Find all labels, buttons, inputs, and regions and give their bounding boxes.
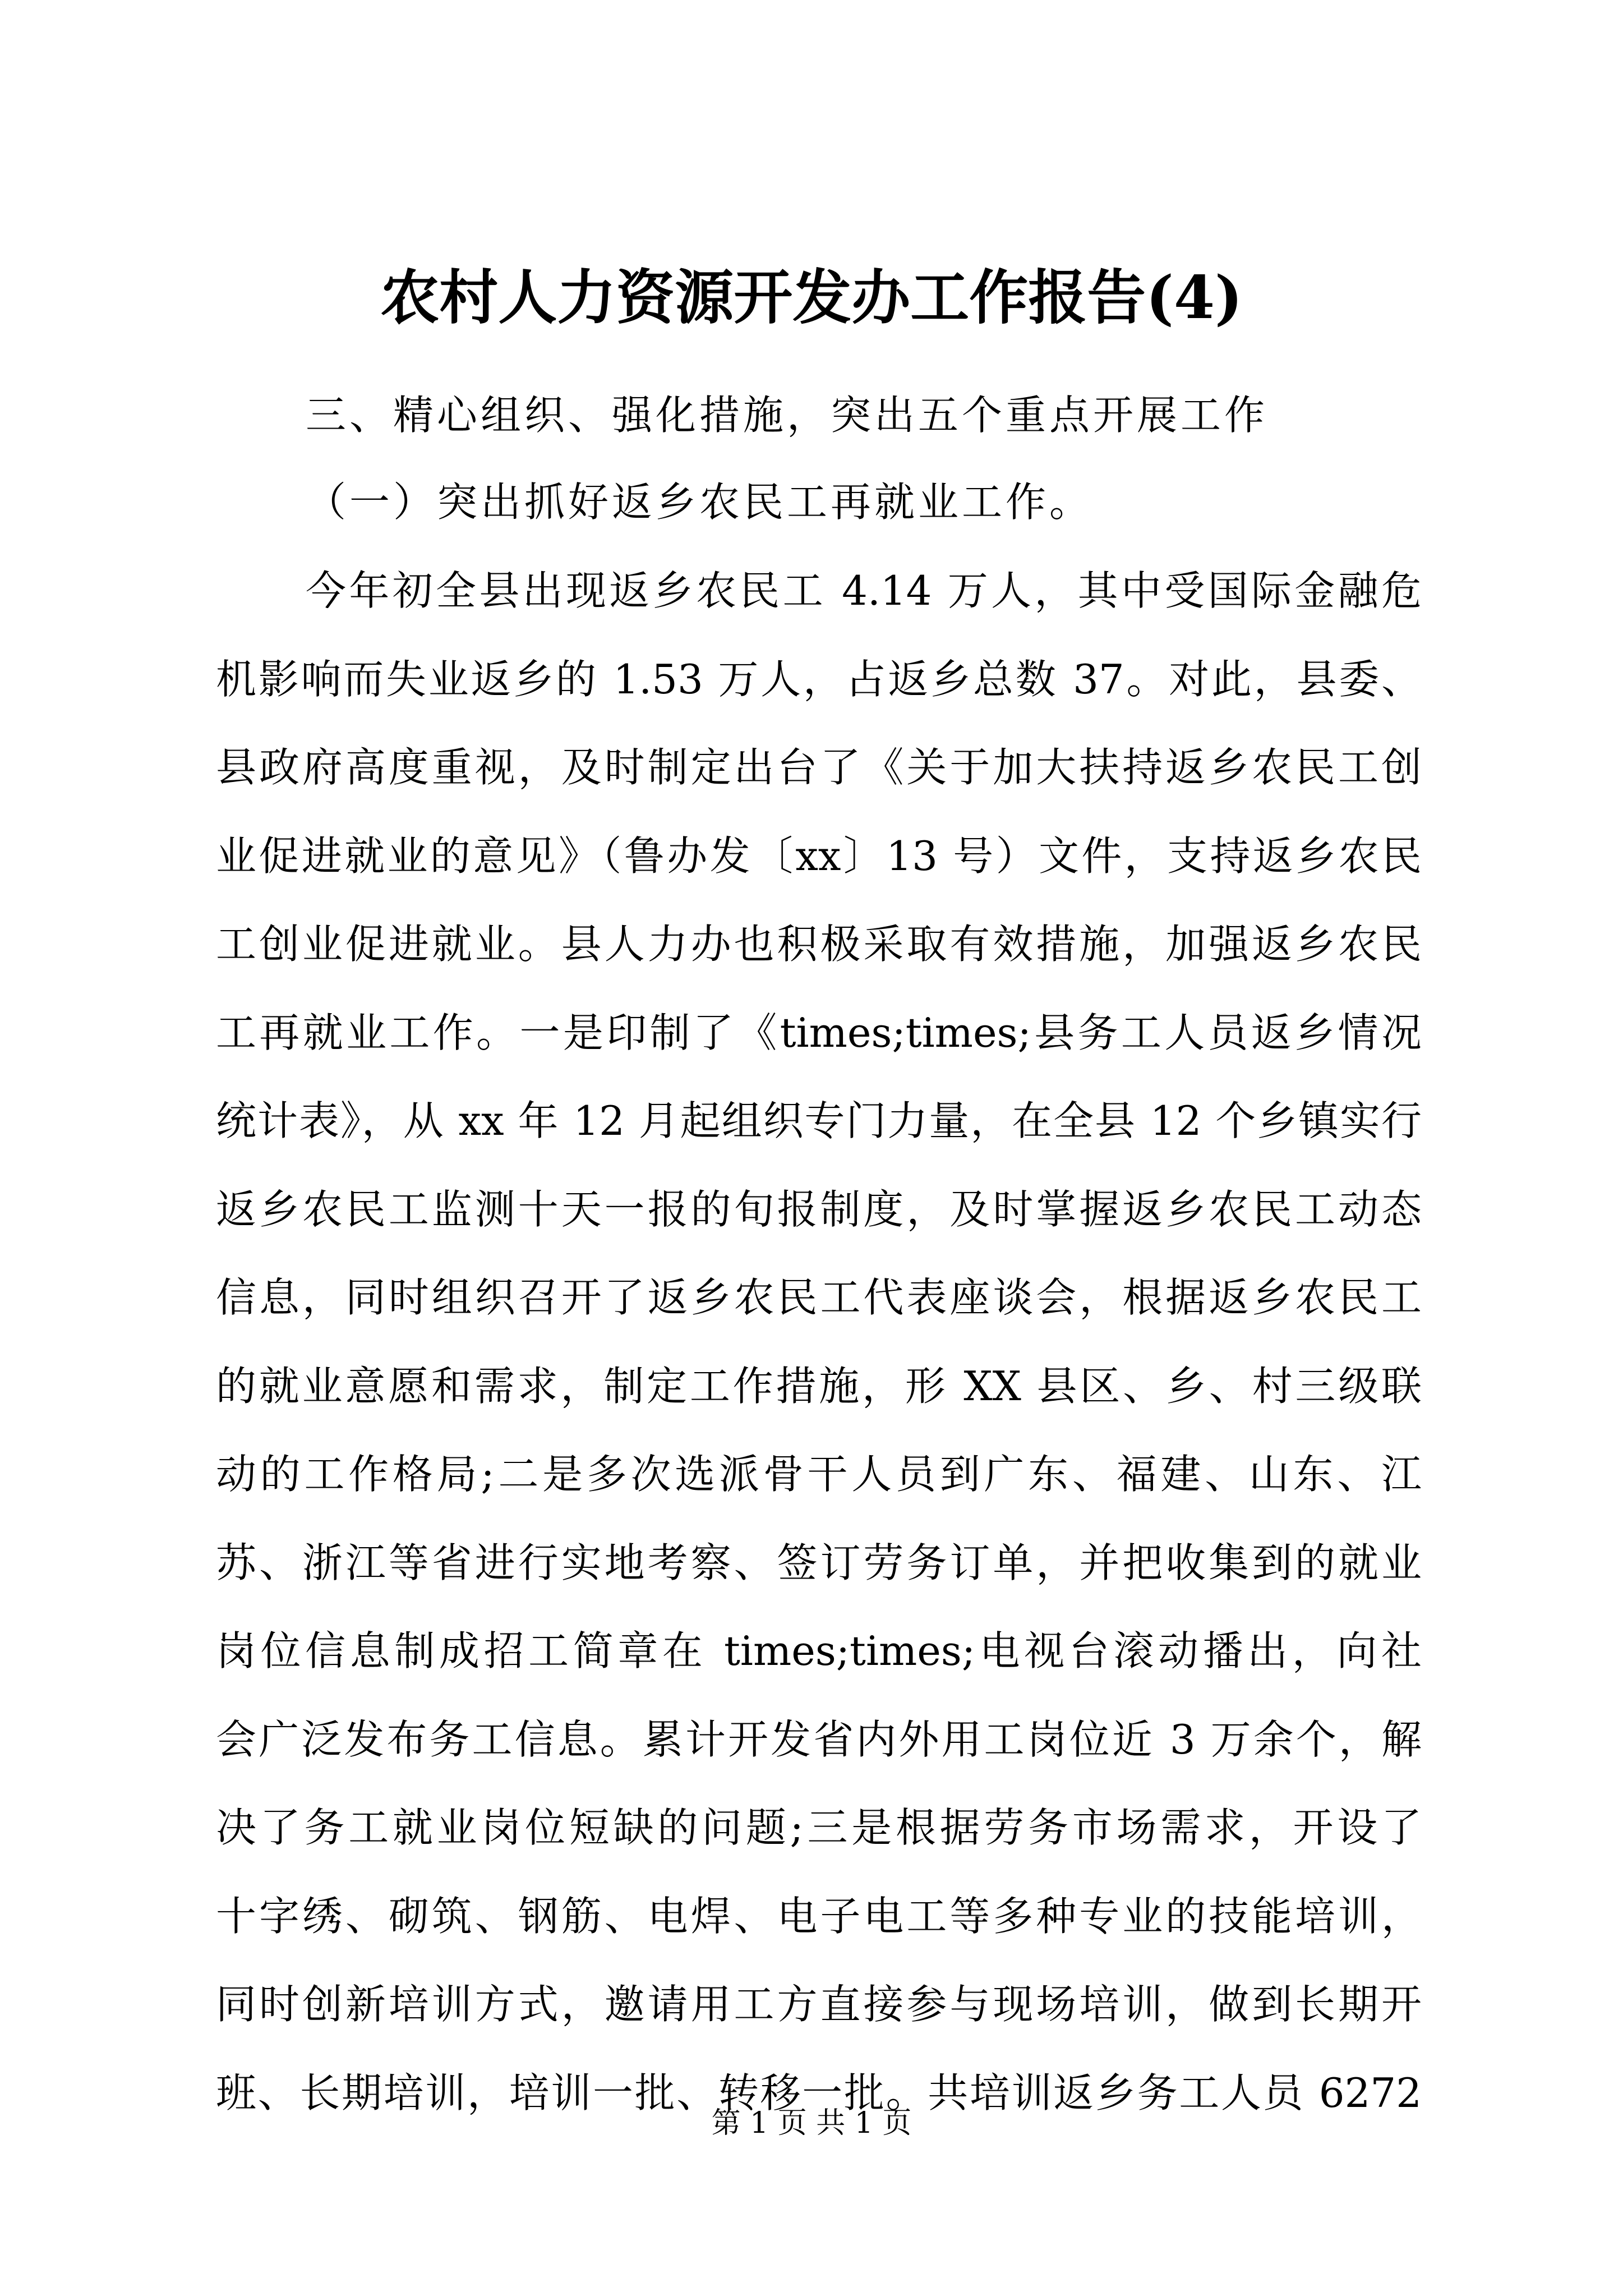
body-line: 机影响而失业返乡的 1.53 万人，占返乡总数 37。对此，县委、 bbox=[216, 655, 1422, 703]
body-line: 岗位信息制成招工简章在 times;times;电视台滚动播出，向社 bbox=[216, 1627, 1422, 1674]
body-line: 决了务工就业岗位短缺的问题;三是根据劳务市场需求，开设了 bbox=[216, 1804, 1422, 1851]
body-line: 今年初全县出现返乡农民工 4.14 万人，其中受国际金融危 bbox=[306, 567, 1422, 614]
page-number-footer: 第 1 页 共 1 页 bbox=[711, 2106, 912, 2140]
body-line: 十字绣、砌筑、钢筋、电焊、电子电工等多种专业的技能培训， bbox=[216, 1892, 1422, 1940]
body-line: 的就业意愿和需求，制定工作措施，形 XX 县区、乡、村三级联 bbox=[216, 1362, 1422, 1410]
body-line: 同时创新培训方式，邀请用工方直接参与现场培训，做到长期开 bbox=[216, 1981, 1422, 2028]
sub-heading: （一）突出抓好返乡农民工再就业工作。 bbox=[306, 478, 1094, 526]
body-line: 业促进就业的意见》（鲁办发〔xx〕13 号）文件，支持返乡农民 bbox=[216, 832, 1422, 880]
body-line: 工创业促进就业。县人力办也积极采取有效措施，加强返乡农民 bbox=[216, 921, 1422, 968]
body-paragraph bbox=[216, 547, 1422, 2137]
body-line: 动的工作格局;二是多次选派骨干人员到广东、福建、山东、江 bbox=[216, 1451, 1422, 1498]
body-line: 县政府高度重视，及时制定出台了《关于加大扶持返乡农民工创 bbox=[216, 744, 1422, 791]
body-line: 信息，同时组织召开了返乡农民工代表座谈会，根据返乡农民工 bbox=[216, 1274, 1422, 1321]
section-heading: 三、精心组织、强化措施，突出五个重点开展工作 bbox=[306, 392, 1269, 439]
document-title: 农村人力资源开发办工作报告(4) bbox=[380, 263, 1243, 332]
body-line: 班、长期培训，培训一批、转移一批。共培训返乡务工人员 6272 bbox=[216, 2069, 1422, 2116]
body-line: 返乡农民工监测十天一报的旬报制度，及时掌握返乡农民工动态 bbox=[216, 1185, 1422, 1233]
body-line: 会广泛发布务工信息。累计开发省内外用工岗位近 3 万余个，解 bbox=[216, 1715, 1422, 1763]
body-line: 工再就业工作。一是印制了《times;times;县务工人员返乡情况 bbox=[216, 1009, 1422, 1056]
body-line: 苏、浙江等省进行实地考察、签订劳务订单，并把收集到的就业 bbox=[216, 1539, 1422, 1586]
body-line: 统计表》，从 xx 年 12 月起组织专门力量，在全县 12 个乡镇实行 bbox=[216, 1097, 1422, 1144]
